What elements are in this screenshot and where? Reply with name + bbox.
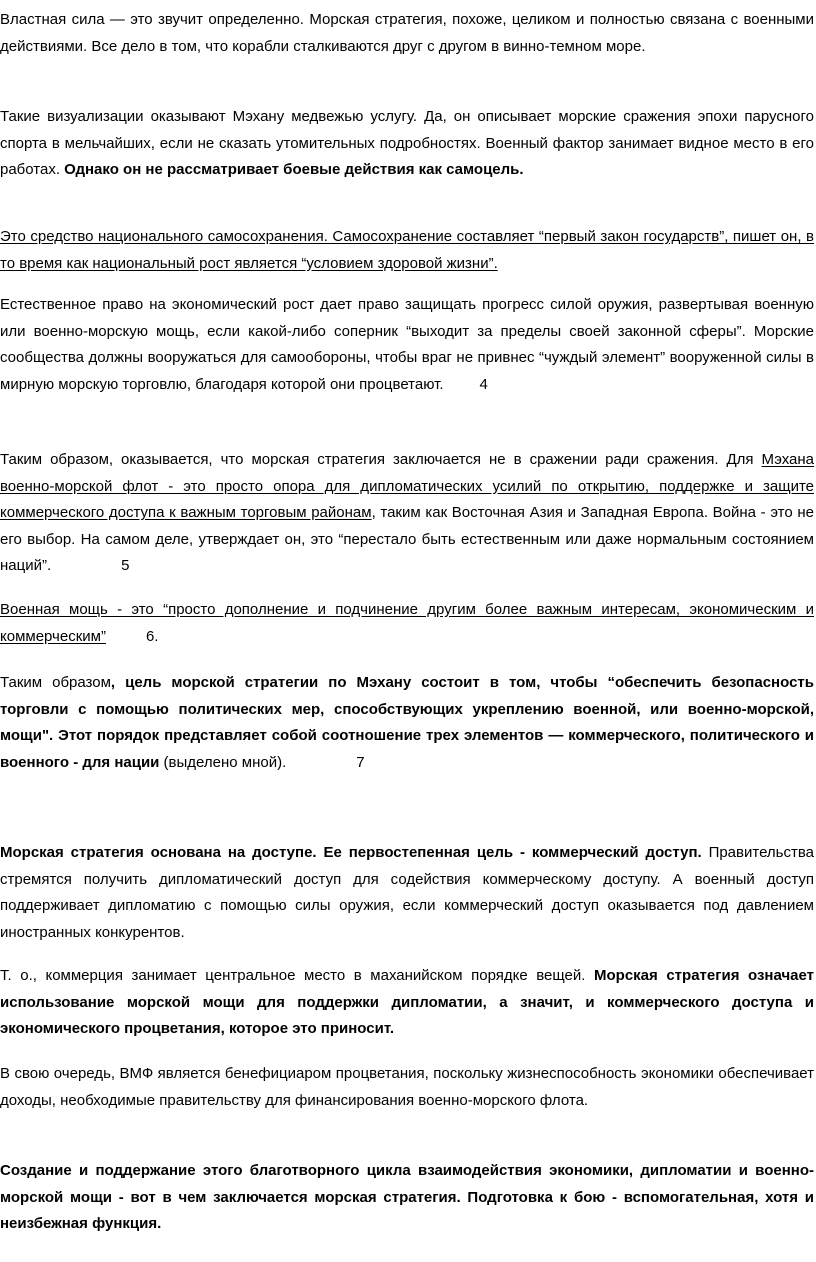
paragraph-2: [0, 104, 814, 184]
paragraph-3: [0, 224, 814, 277]
paragraph-5-start: Таким образом, оказывается, что морская стратегия заключается не в сражении ради сражения. Для: [0, 451, 762, 468]
paragraph-3-underlined: Это средство национального самосохранения. Самосохранение составляет “первый закон государств”, пишет он, в то время как национальный рост является “условием здоровой жизни”.: [0, 228, 814, 272]
footnote-ref-6: 6.: [145, 627, 159, 645]
paragraph-6-underlined: Военная мощь - это “просто дополнение и подчинение другим более важным интересам, экономическим и коммерческим”: [0, 601, 814, 645]
paragraph-7: [0, 670, 814, 776]
paragraph-11: [0, 1158, 814, 1238]
paragraph-7-start: Таким образом: [0, 674, 111, 691]
paragraph-4: [0, 292, 814, 398]
paragraph-2-text: Такие визуализации оказывают Мэхану медвежью услугу. Да, он описывает морские сражения эпохи парусного спорта в мельчайших, если не сказать утомительных подробностях. Военный фактор занимает видное место в его работах.: [0, 108, 814, 178]
paragraph-9-bold: Морская стратегия означает использование морской мощи для поддержки дипломатии, а значит, и коммерческого доступа и экономического процветания, которое это приносит.: [0, 967, 814, 1037]
paragraph-6: [0, 597, 814, 650]
paragraph-5-end: , таким как Восточная Азия и Западная Европа. Война - это не его выбор. На самом деле, утверждает он, это “перестало быть естественным или даже нормальным состоянием наций”.: [0, 504, 814, 574]
paragraph-1: [0, 7, 814, 60]
paragraph-7-bold: , цель морской стратегии по Мэхану состоит в том, чтобы “обеспечить безопасность торговли с помощью политических мер, способствующих укреплению военной, или военно-морской, мощи". Этот порядок представляет собой соотношение трех элементов — коммерческого, политического и военного - для нации: [0, 674, 814, 771]
paragraph-2-bold: Однако он не рассматривает боевые действия как самоцель.: [64, 161, 524, 178]
paragraph-8-bold: Морская стратегия основана на доступе. Ее первостепенная цель - коммерческий доступ.: [0, 844, 702, 861]
paragraph-11-bold: Создание и поддержание этого благотворного цикла взаимодействия экономики, дипломатии и военно-морской мощи - вот в чем заключается морская стратегия. Подготовка к бою - вспомогательная, хотя и неизбежная функция.: [0, 1162, 814, 1232]
paragraph-1-text: Властная сила — это звучит определенно. Морская стратегия, похоже, целиком и полностью связана с военными действиями. Все дело в том, что корабли сталкиваются друг с другом в винно-темном море.: [0, 11, 814, 55]
paragraph-10-text: В свою очередь, ВМФ является бенефициаром процветания, поскольку жизнеспособность экономики обеспечивает доходы, необходимые правительству для финансирования военно-морского флота.: [0, 1065, 814, 1109]
paragraph-9: [0, 963, 814, 1043]
footnote-ref-7: 7: [356, 753, 365, 771]
paragraph-10: [0, 1061, 814, 1114]
footnote-ref-4: 4: [479, 375, 488, 393]
paragraph-8: [0, 840, 814, 946]
paragraph-5: [0, 447, 814, 580]
paragraph-4-text: Естественное право на экономический рост дает право защищать прогресс силой оружия, развертывая военную или военно-морскую мощь, если какой-либо соперник “выходит за пределы своей законной сферы”. Морские сообщества должны вооружаться для самообороны, чтобы враг не привнес “чуждый элемент” вооруженной силы в мирную морскую торговлю, благодаря которой они процветают.: [0, 296, 814, 393]
paragraph-7-end: (выделено мной).: [159, 753, 287, 771]
paragraph-8-text: Правительства стремятся получить дипломатический доступ для содействия коммерческому доступу. А военный доступ поддерживает дипломатию с помощью силы оружия, если коммерческий доступ оказывается под давлением иностранных конкурентов.: [0, 844, 815, 941]
paragraph-9-text: Т. о., коммерция занимает центральное место в маханийском порядке вещей.: [0, 967, 595, 984]
footnote-ref-5: 5: [121, 557, 130, 574]
paragraph-5-underlined: Мэхана военно-морской флот - это просто опора для дипломатических усилий по открытию, поддержке и защите коммерческого доступа к важным торговым районам: [0, 451, 814, 521]
